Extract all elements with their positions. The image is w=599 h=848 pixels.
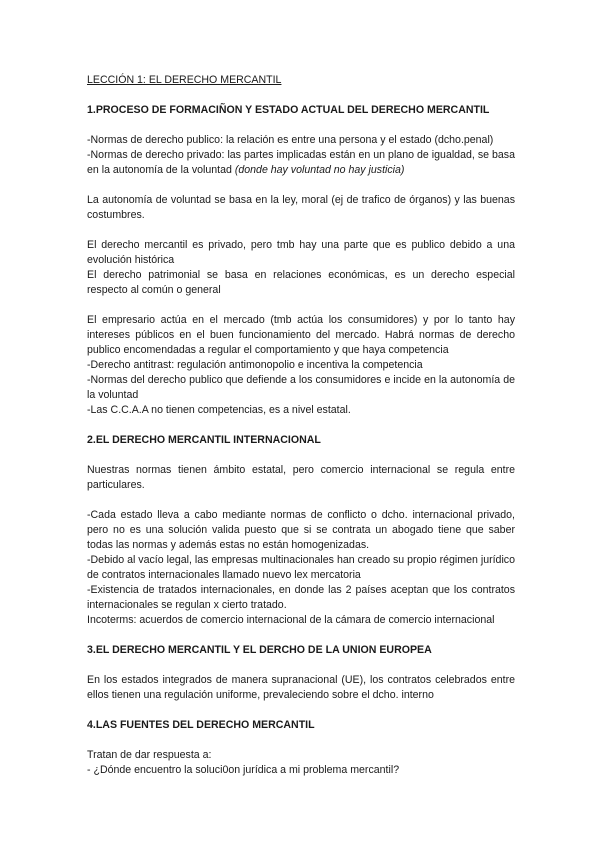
paragraph: -Las C.C.A.A no tienen competencias, es a nivel estatal. (87, 404, 351, 416)
paragraph: El derecho mercantil es privado, pero tmb hay una parte que es publico debido a una evolución histórica (87, 239, 515, 266)
paragraph: -Normas de derecho publico: la relación es entre una persona y el estado (dcho.penal) (87, 134, 494, 146)
paragraph: El derecho patrimonial se basa en relaciones económicas, es un derecho especial respecto al común o general (87, 269, 515, 296)
paragraph: -Derecho antitrast: regulación antimonopolio e incentiva la competencia (87, 359, 423, 371)
paragraph: La autonomía de voluntad se basa en la ley, moral (ej de trafico de órganos) y las buenas costumbres. (87, 194, 515, 221)
paragraph (87, 148, 515, 178)
paragraph-text: -Normas de derecho privado: las partes implicadas están en un plano de igualdad, se basa en la autonomía de la voluntad (87, 149, 515, 176)
paragraph: En los estados integrados de manera supranacional (UE), los contratos celebrados entre ellos tienen una regulación uniforme, prevaleciendo sobre el dcho. interno (87, 674, 515, 701)
paragraph: - ¿Dónde encuentro la soluci0on jurídica a mi problema mercantil? (87, 764, 400, 776)
paragraph: -Normas del derecho publico que defiende a los consumidores e incide en la autonomía de la voluntad (87, 374, 515, 401)
italic-note: (donde hay voluntad no hay justicia) (234, 164, 405, 176)
section-3-heading: 3.EL DERECHO MERCANTIL Y EL DERCHO DE LA UNION EUROPEA (87, 644, 432, 656)
paragraph: Incoterms: acuerdos de comercio internacional de la cámara de comercio internacional (87, 614, 495, 626)
paragraph: Tratan de dar respuesta a: (87, 749, 212, 761)
paragraph: -Existencia de tratados internacionales, en donde las 2 países aceptan que los contratos internacionales se regulan x cierto tratado. (87, 584, 515, 611)
section-4-heading: 4.LAS FUENTES DEL DERECHO MERCANTIL (87, 719, 315, 731)
document-page (87, 73, 515, 778)
paragraph: Nuestras normas tienen ámbito estatal, pero comercio internacional se regula entre particulares. (87, 464, 515, 491)
paragraph: -Cada estado lleva a cabo mediante normas de conflicto o dcho. internacional privado, pero no es una solución valida puesto que si se contrata un abogado tiene que saber todas las normas y además estas no están homogenizadas. (87, 509, 515, 551)
document-title: LECCIÓN 1: EL DERECHO MERCANTIL (87, 74, 282, 86)
paragraph: -Debido al vacío legal, las empresas multinacionales han creado su propio régimen jurídico de contratos internacionales llamado nuevo lex mercatoria (87, 554, 515, 581)
paragraph: El empresario actúa en el mercado (tmb actúa los consumidores) y por lo tanto hay intereses públicos en el buen funcionamiento del mercado. Habrá normas de derecho publico encomendadas a regular el comportamiento y que haya competencia (87, 314, 515, 356)
section-1-heading: 1.PROCESO DE FORMACIÑON Y ESTADO ACTUAL DEL DERECHO MERCANTIL (87, 104, 490, 116)
section-2-heading: 2.EL DERECHO MERCANTIL INTERNACIONAL (87, 434, 321, 446)
